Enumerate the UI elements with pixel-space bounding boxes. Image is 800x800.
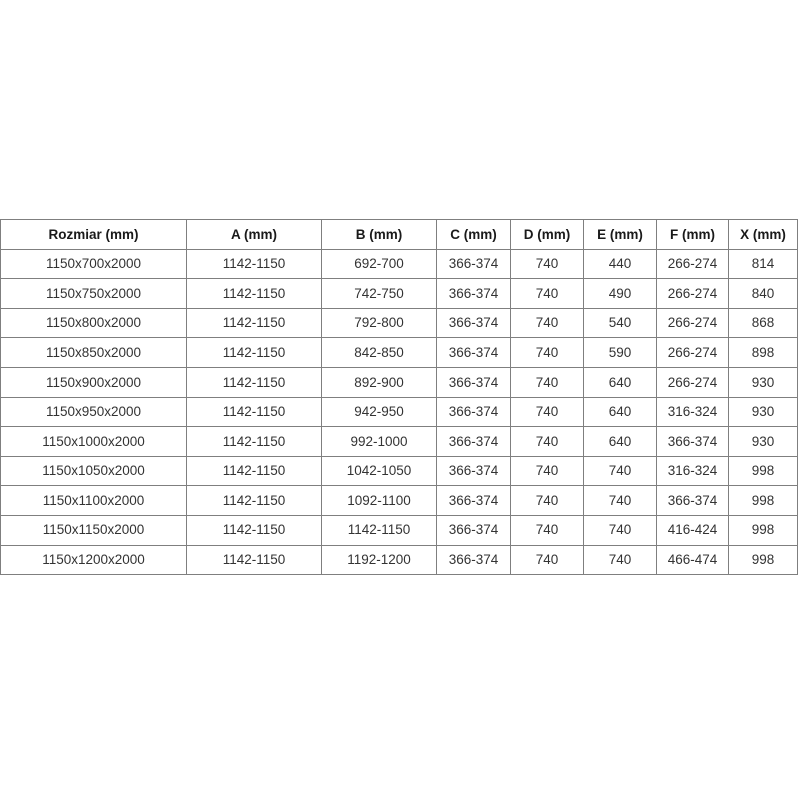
cell-d: 740: [511, 397, 584, 427]
cell-f: 266-274: [657, 338, 729, 368]
cell-f: 366-374: [657, 486, 729, 516]
cell-d: 740: [511, 486, 584, 516]
cell-b: 942-950: [322, 397, 437, 427]
cell-x: 840: [729, 279, 798, 309]
cell-f: 366-374: [657, 427, 729, 457]
cell-d: 740: [511, 367, 584, 397]
cell-c: 366-374: [437, 249, 511, 279]
cell-e: 740: [584, 515, 657, 545]
cell-d: 740: [511, 308, 584, 338]
table-row: [1, 308, 798, 338]
cell-rozmiar: 1150x950x2000: [1, 397, 187, 427]
cell-d: 740: [511, 515, 584, 545]
cell-a: 1142-1150: [187, 367, 322, 397]
table-row: [1, 397, 798, 427]
cell-e: 590: [584, 338, 657, 368]
cell-e: 440: [584, 249, 657, 279]
cell-a: 1142-1150: [187, 427, 322, 457]
cell-b: 1142-1150: [322, 515, 437, 545]
cell-c: 366-374: [437, 545, 511, 575]
cell-e: 740: [584, 486, 657, 516]
cell-x: 930: [729, 367, 798, 397]
column-header-x: X (mm): [729, 220, 798, 250]
column-header-e: E (mm): [584, 220, 657, 250]
table-row: [1, 515, 798, 545]
cell-rozmiar: 1150x1200x2000: [1, 545, 187, 575]
column-header-c: C (mm): [437, 220, 511, 250]
dimension-table-container: [0, 219, 797, 575]
dimension-table: [0, 219, 798, 575]
cell-c: 366-374: [437, 397, 511, 427]
cell-a: 1142-1150: [187, 308, 322, 338]
cell-a: 1142-1150: [187, 515, 322, 545]
cell-x: 814: [729, 249, 798, 279]
cell-rozmiar: 1150x1100x2000: [1, 486, 187, 516]
cell-b: 892-900: [322, 367, 437, 397]
cell-a: 1142-1150: [187, 545, 322, 575]
cell-x: 998: [729, 456, 798, 486]
cell-b: 742-750: [322, 279, 437, 309]
cell-f: 266-274: [657, 367, 729, 397]
cell-e: 640: [584, 397, 657, 427]
cell-d: 740: [511, 338, 584, 368]
cell-e: 540: [584, 308, 657, 338]
cell-rozmiar: 1150x900x2000: [1, 367, 187, 397]
cell-d: 740: [511, 545, 584, 575]
cell-a: 1142-1150: [187, 397, 322, 427]
table-row: [1, 249, 798, 279]
cell-f: 466-474: [657, 545, 729, 575]
cell-x: 998: [729, 545, 798, 575]
cell-c: 366-374: [437, 338, 511, 368]
cell-a: 1142-1150: [187, 338, 322, 368]
cell-f: 316-324: [657, 456, 729, 486]
cell-d: 740: [511, 456, 584, 486]
table-header: [1, 220, 798, 250]
column-header-b: B (mm): [322, 220, 437, 250]
cell-rozmiar: 1150x1000x2000: [1, 427, 187, 457]
cell-e: 640: [584, 367, 657, 397]
cell-b: 842-850: [322, 338, 437, 368]
cell-x: 868: [729, 308, 798, 338]
cell-x: 930: [729, 427, 798, 457]
column-header-a: A (mm): [187, 220, 322, 250]
cell-b: 992-1000: [322, 427, 437, 457]
cell-b: 1042-1050: [322, 456, 437, 486]
table-row: [1, 545, 798, 575]
cell-x: 998: [729, 486, 798, 516]
cell-rozmiar: 1150x1050x2000: [1, 456, 187, 486]
cell-c: 366-374: [437, 456, 511, 486]
column-header-rozmiar: Rozmiar (mm): [1, 220, 187, 250]
cell-b: 692-700: [322, 249, 437, 279]
table-row: [1, 486, 798, 516]
cell-d: 740: [511, 249, 584, 279]
cell-rozmiar: 1150x800x2000: [1, 308, 187, 338]
cell-a: 1142-1150: [187, 486, 322, 516]
column-header-d: D (mm): [511, 220, 584, 250]
table-row: [1, 279, 798, 309]
cell-c: 366-374: [437, 515, 511, 545]
cell-rozmiar: 1150x1150x2000: [1, 515, 187, 545]
cell-a: 1142-1150: [187, 456, 322, 486]
cell-rozmiar: 1150x750x2000: [1, 279, 187, 309]
cell-f: 266-274: [657, 308, 729, 338]
cell-e: 490: [584, 279, 657, 309]
cell-f: 316-324: [657, 397, 729, 427]
cell-rozmiar: 1150x700x2000: [1, 249, 187, 279]
cell-x: 998: [729, 515, 798, 545]
table-body: [1, 249, 798, 575]
cell-f: 416-424: [657, 515, 729, 545]
table-header-row: [1, 220, 798, 250]
column-header-f: F (mm): [657, 220, 729, 250]
cell-d: 740: [511, 279, 584, 309]
cell-a: 1142-1150: [187, 279, 322, 309]
cell-f: 266-274: [657, 279, 729, 309]
cell-rozmiar: 1150x850x2000: [1, 338, 187, 368]
cell-b: 1192-1200: [322, 545, 437, 575]
cell-a: 1142-1150: [187, 249, 322, 279]
cell-b: 792-800: [322, 308, 437, 338]
cell-c: 366-374: [437, 367, 511, 397]
table-row: [1, 456, 798, 486]
cell-c: 366-374: [437, 308, 511, 338]
cell-b: 1092-1100: [322, 486, 437, 516]
cell-f: 266-274: [657, 249, 729, 279]
table-row: [1, 427, 798, 457]
cell-c: 366-374: [437, 427, 511, 457]
table-row: [1, 367, 798, 397]
cell-e: 640: [584, 427, 657, 457]
cell-c: 366-374: [437, 279, 511, 309]
cell-d: 740: [511, 427, 584, 457]
cell-x: 930: [729, 397, 798, 427]
cell-e: 740: [584, 545, 657, 575]
cell-c: 366-374: [437, 486, 511, 516]
cell-e: 740: [584, 456, 657, 486]
table-row: [1, 338, 798, 368]
cell-x: 898: [729, 338, 798, 368]
